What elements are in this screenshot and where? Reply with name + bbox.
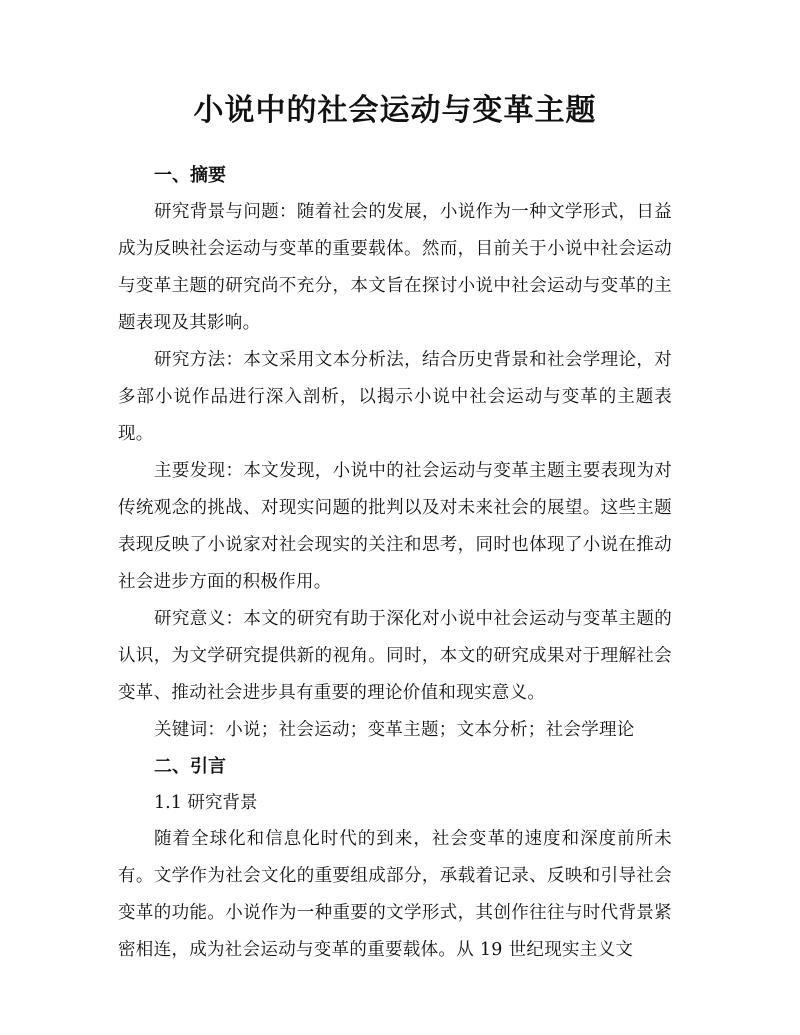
abstract-paragraph-background: 研究背景与问题：随着社会的发展，小说作为一种文学形式，日益成为反映社会运动与变革的重要载体。然而，目前关于小说中社会运动与变革主题的研究尚不充分，本文旨在探讨小说中社会运动与变革的主题表现及其影响。	[118, 202, 672, 333]
abstract-paragraph-significance: 研究意义：本文的研究有助于深化对小说中社会运动与变革主题的认识，为文学研究提供新的视角。同时，本文的研究成果对于理解社会变革、推动社会进步具有重要的理论价值和现实意义。	[118, 609, 672, 703]
section-heading-abstract: 一、摘要	[154, 165, 226, 186]
document-title: 小说中的社会运动与变革主题	[193, 93, 597, 128]
keywords-line: 关键词：小说；社会运动；变革主题；文本分析；社会学理论	[154, 720, 635, 740]
abstract-paragraph-findings: 主要发现：本文发现，小说中的社会运动与变革主题主要表现为对传统观念的挑战、对现实问题的批判以及对未来社会的展望。这些主题表现反映了小说家对社会现实的关注和思考，同时也体现了小说在推动社会进步方面的积极作用。	[118, 461, 672, 592]
abstract-paragraph-method: 研究方法：本文采用文本分析法，结合历史背景和社会学理论，对多部小说作品进行深入剖析，以揭示小说中社会运动与变革的主题表现。	[118, 350, 672, 444]
section-heading-introduction: 二、引言	[154, 756, 226, 777]
intro-paragraph: 随着全球化和信息化时代的到来，社会变革的速度和深度前所未有。文学作为社会文化的重要组成部分，承载着记录、反映和引导社会变革的功能。小说作为一种重要的文学形式，其创作往往与时代背景紧密相连，成为社会运动与变革的重要载体。从 19 世纪现实主义文	[118, 829, 672, 960]
subsection-heading-background: 1.1 研究背景	[154, 793, 258, 813]
